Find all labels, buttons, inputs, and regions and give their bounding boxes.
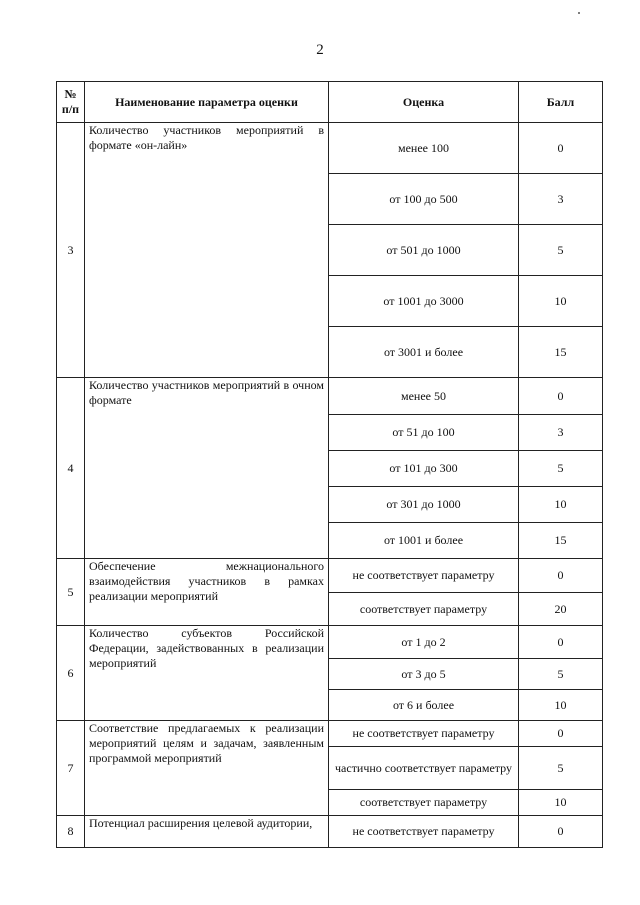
grade-cell: не соответствует параметру <box>329 816 519 848</box>
score-cell: 3 <box>519 174 603 225</box>
header-num: № п/п <box>57 82 85 123</box>
score-cell: 20 <box>519 593 603 626</box>
grade-cell: соответствует параметру <box>329 593 519 626</box>
score-cell: 10 <box>519 276 603 327</box>
grade-cell: от 1 до 2 <box>329 626 519 659</box>
parameter-name: Обеспечение межнационального взаимодействия участников в рамках реализации мероприятий <box>85 559 329 626</box>
score-cell: 0 <box>519 123 603 174</box>
grade-cell: от 3001 и более <box>329 327 519 378</box>
grade-cell: соответствует параметру <box>329 790 519 816</box>
score-cell: 15 <box>519 523 603 559</box>
score-cell: 0 <box>519 721 603 747</box>
score-cell: 10 <box>519 690 603 721</box>
header-grade: Оценка <box>329 82 519 123</box>
grade-cell: частично соответствует параметру <box>329 747 519 790</box>
row-number: 7 <box>57 721 85 816</box>
grade-cell: менее 100 <box>329 123 519 174</box>
parameter-name: Потенциал расширения целевой аудитории, <box>85 816 329 848</box>
row-number: 6 <box>57 626 85 721</box>
scan-speck <box>578 12 580 14</box>
grade-cell: от 3 до 5 <box>329 659 519 690</box>
score-cell: 5 <box>519 451 603 487</box>
page-number: 2 <box>316 42 324 58</box>
score-cell: 10 <box>519 487 603 523</box>
score-cell: 0 <box>519 378 603 415</box>
row-number: 8 <box>57 816 85 848</box>
grade-cell: от 100 до 500 <box>329 174 519 225</box>
grade-cell: от 301 до 1000 <box>329 487 519 523</box>
score-cell: 5 <box>519 659 603 690</box>
parameter-name: Количество субъектов Российской Федерации, задействованных в реализации мероприятий <box>85 626 329 721</box>
header-param: Наименование параметра оценки <box>85 82 329 123</box>
table-row <box>57 559 603 593</box>
table-row <box>57 816 603 848</box>
row-number: 4 <box>57 378 85 559</box>
grade-cell: от 1001 и более <box>329 523 519 559</box>
table-row <box>57 626 603 659</box>
grade-cell: от 6 и более <box>329 690 519 721</box>
grade-cell: от 51 до 100 <box>329 415 519 451</box>
grade-cell: от 1001 до 3000 <box>329 276 519 327</box>
table-header-row <box>57 82 603 123</box>
grade-cell: от 101 до 300 <box>329 451 519 487</box>
evaluation-table <box>56 81 603 848</box>
parameter-name: Количество участников мероприятий в очном формате <box>85 378 329 559</box>
grade-cell: менее 50 <box>329 378 519 415</box>
table-row <box>57 721 603 747</box>
score-cell: 15 <box>519 327 603 378</box>
header-score: Балл <box>519 82 603 123</box>
score-cell: 5 <box>519 747 603 790</box>
row-number: 5 <box>57 559 85 626</box>
parameter-name: Соответствие предлагаемых к реализации мероприятий целям и задачам, заявленным программой мероприятий <box>85 721 329 816</box>
row-number: 3 <box>57 123 85 378</box>
grade-cell: от 501 до 1000 <box>329 225 519 276</box>
score-cell: 5 <box>519 225 603 276</box>
score-cell: 10 <box>519 790 603 816</box>
score-cell: 0 <box>519 816 603 848</box>
parameter-name: Количество участников мероприятий в формате «он-лайн» <box>85 123 329 378</box>
grade-cell: не соответствует параметру <box>329 559 519 593</box>
score-cell: 0 <box>519 559 603 593</box>
table-row <box>57 378 603 415</box>
score-cell: 3 <box>519 415 603 451</box>
table-row <box>57 123 603 174</box>
grade-cell: не соответствует параметру <box>329 721 519 747</box>
score-cell: 0 <box>519 626 603 659</box>
